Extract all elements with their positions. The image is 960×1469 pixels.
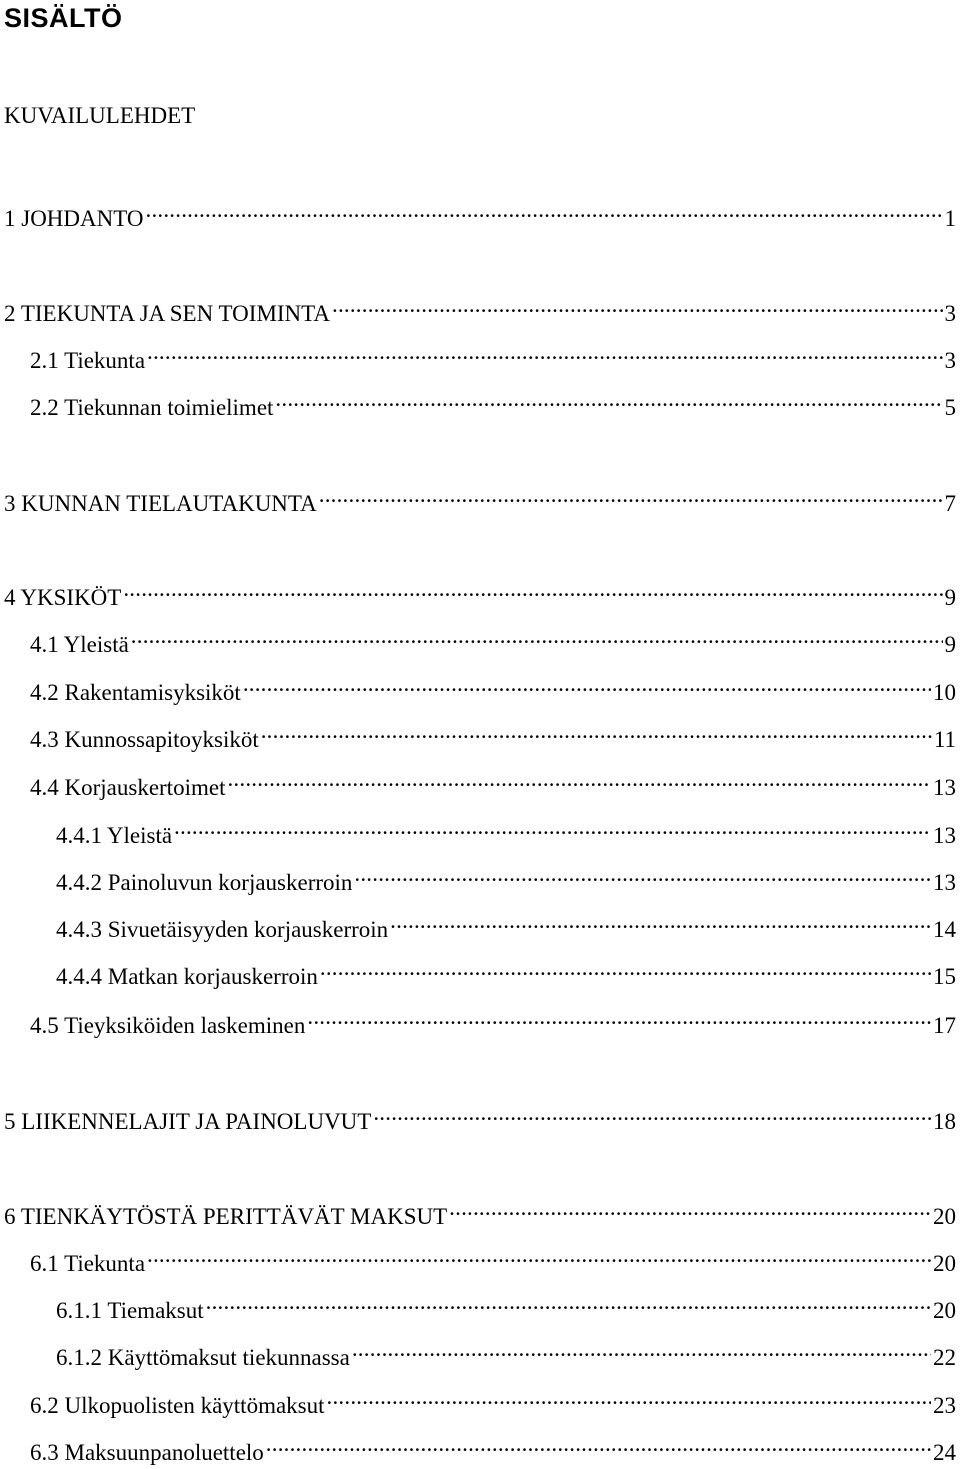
toc-entry[interactable] (4, 194, 956, 231)
toc-entry-label: 6.1.1 Tiemaksut (56, 1298, 204, 1323)
dot-leader (449, 1192, 931, 1224)
toc-entry[interactable] (4, 479, 956, 516)
toc-entry[interactable] (4, 289, 956, 326)
toc-entry-page: 9 (944, 585, 956, 610)
dot-leader (266, 1428, 931, 1460)
toc-entry[interactable] (30, 1001, 956, 1038)
toc-entry-label: 4 YKSIKÖT (4, 585, 122, 610)
toc-entry[interactable] (30, 620, 956, 657)
toc-entry[interactable] (4, 1192, 956, 1229)
toc-entry-page: 9 (944, 632, 956, 657)
toc-entry[interactable] (30, 715, 956, 752)
toc-entry-page: 1 (944, 206, 956, 231)
toc-entry-label: 6.3 Maksuunpanoluettelo (30, 1440, 264, 1465)
toc-entry[interactable] (30, 668, 956, 705)
toc-entry-page: 14 (933, 917, 956, 942)
toc-entry-label: 4.4.2 Painoluvun korjauskerroin (56, 870, 353, 895)
dot-leader (261, 715, 932, 747)
toc-entry[interactable] (30, 1381, 956, 1418)
page-title: SISÄLTÖ (4, 3, 123, 33)
dot-leader (275, 383, 942, 415)
dot-leader (206, 1286, 931, 1318)
toc-entry[interactable] (30, 763, 956, 800)
toc-entry-label: 2.2 Tiekunnan toimielimet (30, 395, 274, 420)
dot-leader (327, 1381, 931, 1413)
toc-entry-page: 23 (933, 1393, 956, 1418)
toc-entry-page: 3 (944, 301, 956, 326)
dot-leader (373, 1097, 931, 1129)
dot-leader (174, 811, 931, 843)
toc-entry-page: 17 (933, 1013, 956, 1038)
dot-leader (352, 1333, 931, 1365)
dot-leader (307, 1001, 931, 1033)
toc-entry-label: 1 JOHDANTO (4, 206, 144, 231)
toc-entry[interactable] (30, 1239, 956, 1276)
toc-heading-kuvailulehdet: KUVAILULEHDET (4, 103, 196, 128)
toc-entry-page: 5 (944, 395, 956, 420)
toc-entry[interactable] (4, 573, 956, 610)
toc-entry-page: 13 (933, 775, 956, 800)
toc-entry[interactable] (30, 1428, 956, 1465)
dot-leader (319, 479, 943, 511)
toc-entry-label: 4.3 Kunnossapitoyksiköt (30, 727, 259, 752)
toc-entry-label: 4.4 Korjauskertoimet (30, 775, 226, 800)
toc-entry-page: 7 (944, 491, 956, 516)
toc-entry-label: 2.1 Tiekunta (30, 348, 146, 373)
toc-entry-label: 4.1 Yleistä (30, 632, 129, 657)
toc-entry[interactable] (30, 383, 956, 420)
dot-leader (123, 573, 942, 605)
toc-entry-page: 20 (933, 1251, 956, 1276)
dot-leader (354, 858, 931, 890)
toc-entry-label: 2 TIEKUNTA JA SEN TOIMINTA (4, 301, 330, 326)
toc-entry-page: 20 (933, 1204, 956, 1229)
dot-leader (390, 905, 931, 937)
toc-entry[interactable] (56, 905, 956, 942)
dot-leader (147, 1239, 931, 1271)
toc-entry-page: 22 (933, 1345, 956, 1370)
toc-entry[interactable] (30, 336, 956, 373)
toc-entry-page: 3 (944, 348, 956, 373)
toc-entry-label: 4.4.3 Sivuetäisyyden korjauskerroin (56, 917, 389, 942)
toc-entry-page: 20 (933, 1298, 956, 1323)
dot-leader (332, 289, 943, 321)
toc-entry-label: 5 LIIKENNELAJIT JA PAINOLUVUT (4, 1109, 372, 1134)
toc-entry-page: 13 (933, 870, 956, 895)
toc-entry[interactable] (4, 1097, 956, 1134)
toc-entry-page: 15 (933, 964, 956, 989)
toc-entry-page: 13 (933, 823, 956, 848)
toc-entry-page: 18 (933, 1109, 956, 1134)
toc-entry-label: 6.1.2 Käyttömaksut tiekunnassa (56, 1345, 350, 1370)
toc-entry-label: 4.4.4 Matkan korjauskerroin (56, 964, 318, 989)
toc-entry[interactable] (56, 811, 956, 848)
toc-entry-label: 4.2 Rakentamisyksiköt (30, 680, 241, 705)
dot-leader (243, 668, 931, 700)
toc-entry-label: 3 KUNNAN TIELAUTAKUNTA (4, 491, 317, 516)
toc-entry[interactable] (56, 858, 956, 895)
toc-entry-label: 4.4.1 Yleistä (56, 823, 173, 848)
dot-leader (146, 194, 943, 226)
dot-leader (131, 620, 943, 652)
dot-leader (320, 952, 931, 984)
toc-entry[interactable] (56, 1286, 956, 1323)
toc-entry[interactable] (56, 1333, 956, 1370)
toc-entry[interactable] (56, 952, 956, 989)
toc-entry-label: 6.2 Ulkopuolisten käyttömaksut (30, 1393, 325, 1418)
toc-entry-label: 6.1 Tiekunta (30, 1251, 146, 1276)
toc-entry-page: 10 (933, 680, 956, 705)
toc-entry-page: 24 (933, 1440, 956, 1465)
dot-leader (147, 336, 942, 368)
toc-entry-label: 4.5 Tieyksiköiden laskeminen (30, 1013, 306, 1038)
toc-entry-page: 11 (933, 727, 956, 752)
toc-entry-label: 6 TIENKÄYTÖSTÄ PERITTÄVÄT MAKSUT (4, 1204, 448, 1229)
dot-leader (227, 763, 931, 795)
